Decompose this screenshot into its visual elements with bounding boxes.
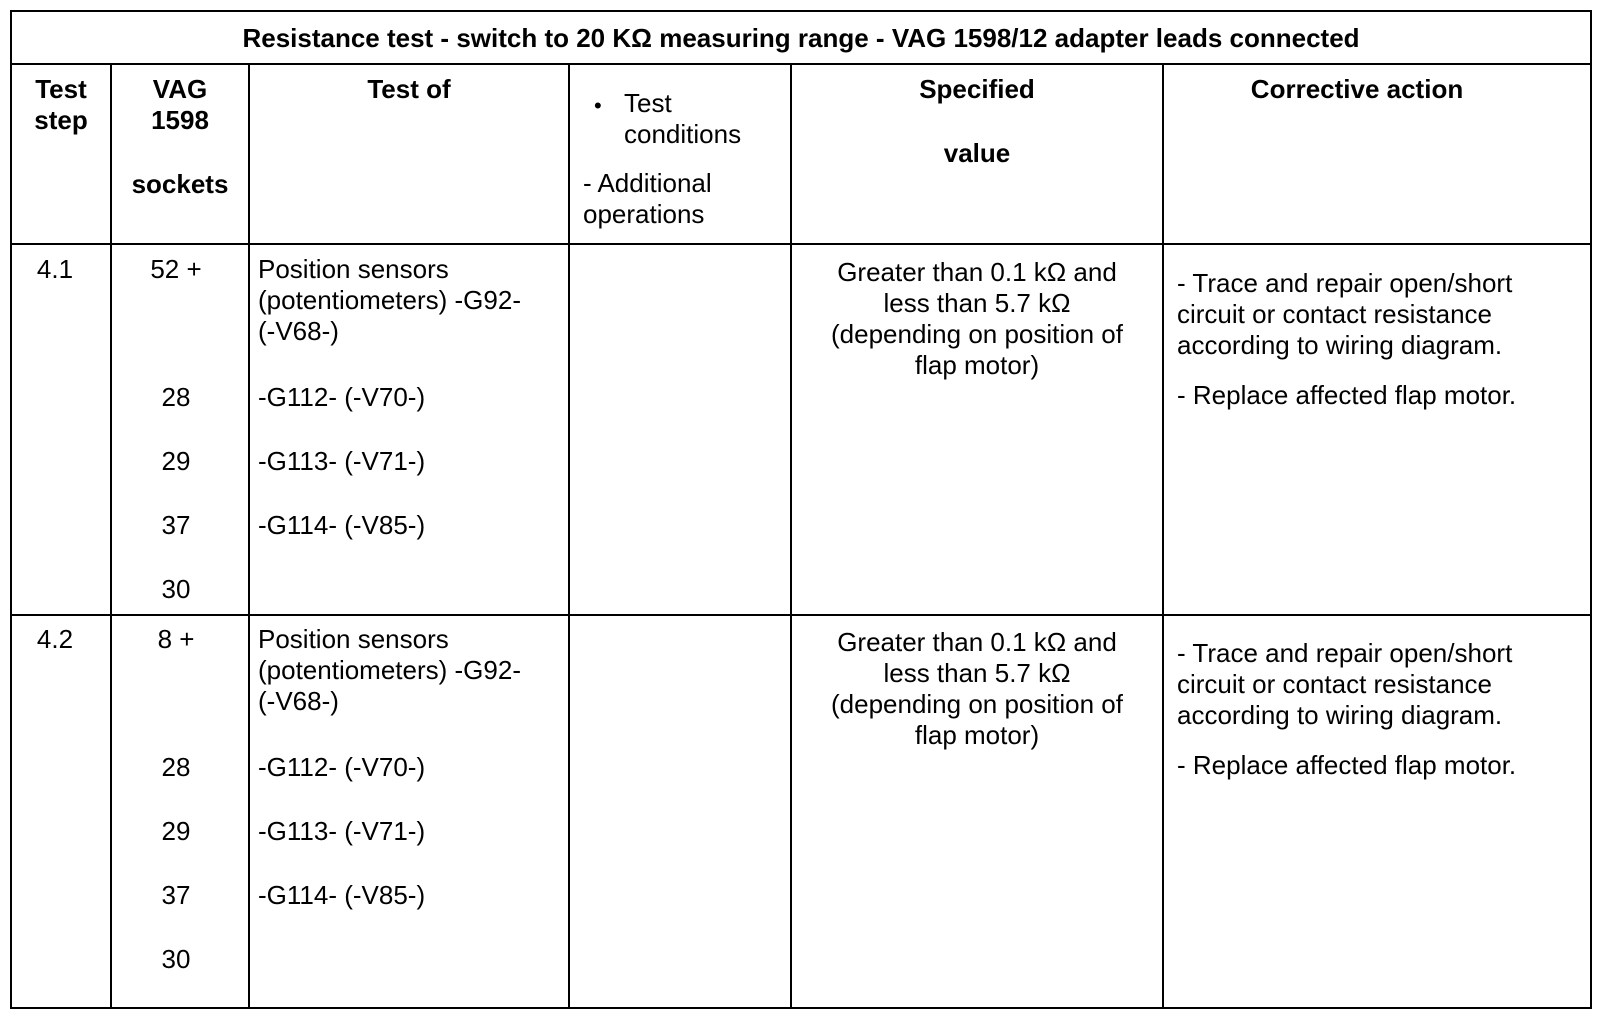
socket: 52 +: [150, 254, 202, 284]
row-divider: [12, 614, 1590, 616]
column-divider: [790, 65, 792, 1007]
column-divider: [568, 65, 570, 1007]
specified-value: Greater than 0.1 kΩ and less than 5.7 kΩ (depending on position of flap motor): [830, 627, 1123, 750]
socket: 8 +: [157, 624, 195, 654]
corrective-action: - Replace affected flap motor.: [1177, 750, 1517, 780]
socket: 29: [161, 816, 191, 846]
component-id: -G113- (-V71-): [258, 816, 426, 846]
test-step: 4.1: [36, 254, 74, 284]
bullet-icon: •: [594, 93, 602, 118]
component-id: -G112- (-V70-): [258, 382, 426, 412]
component-description: Position sensors (potentiometers) -G92- (-V68-): [258, 624, 521, 716]
header-row-divider: [12, 243, 1590, 245]
socket: 29: [161, 446, 191, 476]
corrective-action: - Replace affected flap motor.: [1177, 380, 1517, 410]
column-divider: [1162, 65, 1164, 1007]
socket: 28: [161, 382, 191, 412]
socket: 28: [161, 752, 191, 782]
header-test-of: Test of: [367, 74, 451, 104]
component-id: -G114- (-V85-): [258, 510, 426, 540]
resistance-test-table: [10, 10, 1592, 1009]
header-test-conditions: Test conditions: [624, 88, 742, 149]
component-id: -G114- (-V85-): [258, 880, 426, 910]
component-id: -G112- (-V70-): [258, 752, 426, 782]
corrective-action: - Trace and repair open/short circuit or contact resistance according to wiring diagram.: [1177, 268, 1513, 360]
header-test-step: Test step: [34, 74, 88, 135]
column-divider: [248, 65, 250, 1007]
component-id: -G113- (-V71-): [258, 446, 426, 476]
socket: 30: [161, 944, 191, 974]
socket: 30: [161, 574, 191, 604]
table-title: Resistance test - switch to 20 KΩ measuring range - VAG 1598/12 adapter leads connected: [12, 12, 1590, 65]
corrective-action: - Trace and repair open/short circuit or contact resistance according to wiring diagram.: [1177, 638, 1513, 730]
socket: 37: [161, 510, 191, 540]
test-step: 4.2: [36, 624, 74, 654]
header-corrective-action: Corrective action: [1250, 74, 1464, 104]
specified-value: Greater than 0.1 kΩ and less than 5.7 kΩ (depending on position of flap motor): [830, 257, 1123, 380]
header-specified-value: Specified value: [919, 74, 1035, 168]
header-sockets: VAG 1598 sockets: [131, 74, 229, 199]
component-description: Position sensors (potentiometers) -G92- (-V68-): [258, 254, 521, 346]
header-additional-operations: - Additional operations: [583, 168, 712, 229]
socket: 37: [161, 880, 191, 910]
